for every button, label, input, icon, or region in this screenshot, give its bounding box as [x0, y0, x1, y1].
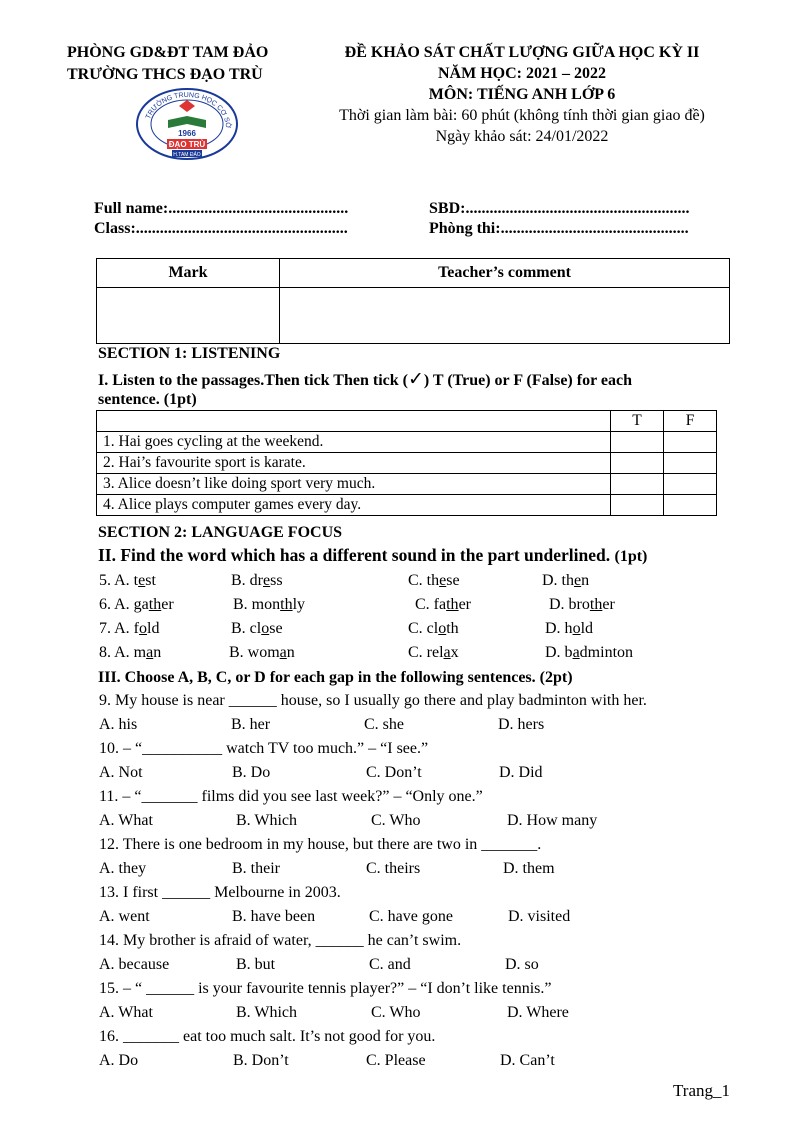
answer-option[interactable]: C. Who — [371, 812, 421, 829]
answer-option[interactable]: C. theirs — [366, 860, 421, 877]
option-text: B. mon — [233, 596, 281, 613]
underlined-sound: th — [446, 596, 459, 613]
page-number: Trang_1 — [673, 1081, 730, 1100]
true-checkbox[interactable] — [611, 432, 664, 453]
option-text: st — [145, 572, 156, 589]
underlined-sound: o — [438, 620, 447, 637]
underlined-sound: e — [138, 572, 146, 589]
school-header — [67, 42, 307, 86]
option-text: ld — [147, 620, 160, 637]
underlined-sound: a — [443, 644, 451, 661]
question-text: 11. – “_______ films did you see last week?” – “Only one.” — [99, 788, 483, 805]
pronunciation-option[interactable] — [99, 572, 156, 590]
part-3-title: III. Choose A, B, C, or D for each gap in the following sentences. (2pt) — [98, 669, 573, 686]
col-true-header: T — [611, 411, 664, 432]
comment-header: Teacher’s comment — [280, 259, 730, 288]
underlined-sound: a — [572, 644, 580, 661]
true-checkbox[interactable] — [611, 495, 664, 516]
answer-option[interactable]: D. Did — [499, 764, 543, 781]
duration: Thời gian làm bài: 60 phút (không tính thời gian giao đề) — [339, 107, 705, 124]
answer-option[interactable]: D. so — [505, 956, 539, 973]
answer-option[interactable]: A. his — [99, 716, 138, 733]
option-text: D. bro — [549, 596, 590, 613]
answer-option[interactable]: A. went — [99, 908, 150, 925]
instruction-text-1: I. Listen to the passages.Then tick Then tick ( — [98, 372, 408, 389]
answer-option[interactable]: B. Don’t — [233, 1052, 289, 1069]
table-row — [97, 453, 717, 474]
pronunciation-option[interactable] — [408, 572, 460, 590]
question-text: 9. My house is near ______ house, so I usually go there and play badminton with her. — [99, 692, 647, 709]
mark-header: Mark — [97, 259, 280, 288]
question-text: 13. I first ______ Melbourne in 2003. — [99, 884, 341, 901]
sbd-field[interactable]: SBD:........................................................ — [429, 200, 690, 217]
option-text: C. fa — [415, 596, 447, 613]
exam-header — [312, 42, 732, 147]
option-text: 6. A. ga — [99, 596, 149, 613]
option-text: C. th — [408, 572, 440, 589]
pronunciation-option[interactable] — [549, 596, 615, 614]
part-2-points: (1pt) — [614, 548, 648, 565]
class-field[interactable]: Class:..................................................... — [94, 220, 348, 237]
answer-option[interactable]: A. because — [99, 956, 170, 973]
option-text: x — [450, 644, 459, 661]
underlined-sound: o — [139, 620, 147, 637]
answer-option[interactable]: A. they — [99, 860, 147, 877]
full-name-field[interactable]: Full name:............................................. — [94, 200, 349, 217]
underlined-sound: a — [279, 644, 287, 661]
question-text: 14. My brother is afraid of water, ______ he can’t swim. — [99, 932, 462, 949]
answer-option[interactable]: D. Can’t — [500, 1052, 555, 1069]
department-name: PHÒNG GD&ĐT TAM ĐẢO — [67, 44, 269, 61]
option-text: er — [602, 596, 615, 613]
option-text: er — [161, 596, 174, 613]
instruction-text-2: ) T (True) or F (False) for each — [423, 372, 632, 389]
false-checkbox[interactable] — [664, 453, 717, 474]
pronunciation-option[interactable] — [408, 620, 459, 638]
pronunciation-option[interactable] — [99, 644, 161, 662]
pronunciation-option[interactable] — [545, 644, 633, 662]
subject: MÔN: TIẾNG ANH LỚP 6 — [428, 86, 616, 103]
option-text: 8. A. m — [99, 644, 147, 661]
answer-option[interactable]: B. their — [232, 860, 280, 877]
question-text: 10. – “__________ watch TV too much.” – “I see.” — [99, 740, 429, 757]
answer-option[interactable]: C. she — [364, 716, 404, 733]
answer-option[interactable]: B. her — [231, 716, 271, 733]
underlined-sound: o — [572, 620, 581, 637]
room-field[interactable]: Phòng thi:............................................... — [429, 220, 689, 237]
option-text: th — [446, 620, 459, 637]
answer-option[interactable]: D. hers — [498, 716, 545, 733]
pronunciation-option[interactable] — [231, 572, 283, 590]
true-checkbox[interactable] — [611, 453, 664, 474]
answer-option[interactable]: D. visited — [508, 908, 571, 925]
option-text: B. wom — [229, 644, 280, 661]
underlined-sound: e — [574, 572, 582, 589]
section-1-instruction — [98, 368, 632, 390]
pronunciation-option[interactable] — [229, 644, 295, 662]
part-2-title — [98, 545, 647, 566]
pronunciation-option[interactable] — [233, 596, 305, 614]
pronunciation-option[interactable] — [545, 620, 593, 638]
logo-school-name: ĐẠO TRÙ — [168, 140, 206, 149]
answer-option[interactable]: A. Do — [99, 1052, 139, 1069]
tf-header-blank — [97, 411, 611, 432]
option-text: D. b — [545, 644, 573, 661]
option-text: dminton — [579, 644, 634, 661]
answer-option[interactable]: D. Where — [507, 1004, 569, 1021]
false-checkbox[interactable] — [664, 432, 717, 453]
answer-option[interactable]: A. What — [99, 812, 153, 829]
section-1-points: sentence. (1pt) — [98, 391, 197, 408]
option-text: ss — [270, 572, 283, 589]
mark-table — [96, 258, 730, 344]
option-text: C. cl — [408, 620, 439, 637]
school-name: TRƯỜNG THCS ĐẠO TRÙ — [67, 66, 263, 83]
underlined-sound: th — [589, 596, 603, 613]
pronunciation-option[interactable] — [99, 596, 174, 614]
answer-option[interactable]: B. but — [236, 956, 276, 973]
col-false-header: F — [664, 411, 717, 432]
pronunciation-option[interactable] — [408, 644, 459, 662]
answer-option[interactable]: C. and — [369, 956, 411, 973]
pronunciation-option[interactable] — [231, 620, 283, 638]
statement: 4. Alice plays computer games every day. — [97, 495, 611, 516]
false-checkbox[interactable] — [664, 474, 717, 495]
true-checkbox[interactable] — [611, 474, 664, 495]
underlined-sound: e — [263, 572, 271, 589]
statement: 3. Alice doesn’t like doing sport very much. — [97, 474, 611, 495]
option-text: D. h — [545, 620, 573, 637]
logo-year: 1966 — [178, 129, 196, 138]
option-text: ld — [580, 620, 594, 637]
section-2-title: SECTION 2: LANGUAGE FOCUS — [98, 524, 343, 541]
exam-date: Ngày khảo sát: 24/01/2022 — [435, 128, 609, 145]
question-text: 12. There is one bedroom in my house, but there are two in _______. — [99, 836, 542, 853]
answer-option[interactable]: C. Who — [371, 1004, 421, 1021]
answer-option[interactable]: C. Please — [366, 1052, 426, 1069]
underlined-sound: e — [439, 572, 447, 589]
answer-option[interactable]: C. have gone — [369, 908, 453, 925]
question-text: 16. _______ eat too much salt. It’s not good for you. — [99, 1028, 436, 1045]
pronunciation-option[interactable] — [99, 620, 159, 638]
option-text: se — [446, 572, 460, 589]
underlined-sound: th — [280, 596, 293, 613]
option-text: B. dr — [231, 572, 263, 589]
pronunciation-option[interactable] — [542, 572, 589, 590]
option-text: n — [581, 572, 590, 589]
underlined-sound: th — [148, 596, 162, 613]
comment-cell — [280, 288, 730, 344]
option-text: se — [269, 620, 283, 637]
option-text: 5. A. t — [99, 572, 139, 589]
answer-option[interactable]: D. How many — [507, 812, 598, 829]
answer-option[interactable]: D. them — [503, 860, 555, 877]
answer-option[interactable]: B. have been — [232, 908, 316, 925]
false-checkbox[interactable] — [664, 495, 717, 516]
exam-title: ĐỀ KHẢO SÁT CHẤT LƯỢNG GIỮA HỌC KỲ II — [344, 44, 700, 61]
underlined-sound: o — [261, 620, 270, 637]
option-text: C. rel — [408, 644, 444, 661]
option-text: er — [458, 596, 471, 613]
question-text: 15. – “ ______ is your favourite tennis player?” – “I don’t like tennis.” — [99, 980, 552, 997]
answer-option[interactable]: A. What — [99, 1004, 153, 1021]
option-text: n — [153, 644, 162, 661]
true-false-table — [96, 410, 717, 516]
logo-place: H.TAM ĐẢO — [173, 152, 201, 158]
option-text: ly — [292, 596, 306, 613]
option-text: n — [286, 644, 295, 661]
tick-icon: ✓ — [407, 368, 424, 390]
answer-option[interactable]: B. Which — [236, 1004, 298, 1021]
table-row — [97, 474, 717, 495]
table-row — [97, 495, 717, 516]
section-1-title: SECTION 1: LISTENING — [98, 345, 281, 362]
school-logo — [134, 86, 240, 160]
part-2-instruction: II. Find the word which has a different sound in the part underlined. — [98, 545, 611, 565]
answer-option[interactable]: B. Which — [236, 812, 298, 829]
table-row — [97, 432, 717, 453]
answer-option[interactable]: B. Do — [232, 764, 271, 781]
answer-option[interactable]: A. Not — [99, 764, 143, 781]
logo-ring-text: TRƯỜNG TRUNG HỌC CƠ SỞ — [144, 91, 232, 129]
pronunciation-option[interactable] — [415, 596, 471, 614]
answer-option[interactable]: C. Don’t — [366, 764, 422, 781]
statement: 2. Hai’s favourite sport is karate. — [97, 453, 611, 474]
school-year: NĂM HỌC: 2021 – 2022 — [438, 65, 606, 82]
mark-cell — [97, 288, 280, 344]
option-text: 7. A. f — [99, 620, 139, 637]
option-text: D. th — [542, 572, 574, 589]
option-text: B. cl — [231, 620, 262, 637]
statement: 1. Hai goes cycling at the weekend. — [97, 432, 611, 453]
underlined-sound: a — [146, 644, 154, 661]
